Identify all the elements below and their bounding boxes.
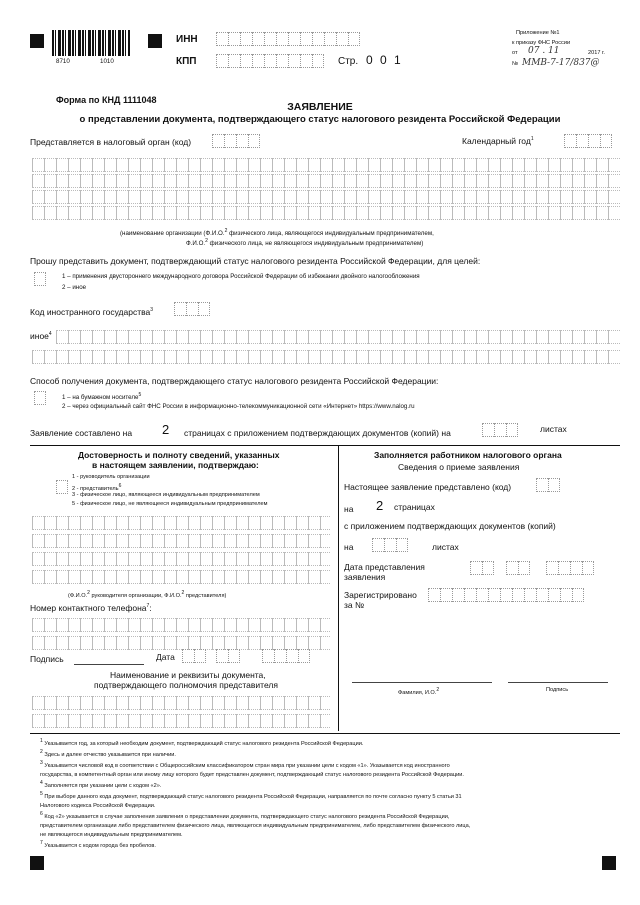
submitted-label: Настоящее заявление представлено (код) (344, 482, 512, 492)
appendix-year: 2017 г. (588, 50, 605, 56)
signer-fio-row-4[interactable] (32, 570, 330, 584)
signature-year-field[interactable] (262, 649, 310, 663)
calendar-year-field[interactable] (564, 134, 612, 148)
left-heading-line2: в настоящем заявлении, подтверждаю: (92, 460, 259, 470)
other-label: иное$^4$ (30, 331, 52, 341)
submission-date-label-1: Дата представления (344, 562, 425, 572)
org-caption-line1: (наименование организации (Ф.И.О.$^2$ физического лица, являющегося индивидуальным предпринимателем, (120, 228, 434, 238)
submission-day-field[interactable] (470, 561, 494, 575)
country-code-label: Код иностранного государства$^3$ (30, 307, 154, 317)
signature-line (74, 664, 144, 665)
method-option-1: 1 – на бумажном носителе$^5$ (62, 392, 142, 402)
appendix-date-handwritten: 07 . 11 (528, 46, 560, 56)
calendar-year-label: Календарный год$^1$ (462, 136, 534, 146)
signature-date-field[interactable] (182, 649, 206, 663)
method-code-field[interactable] (34, 391, 46, 405)
appendix-date-prefix: от (512, 50, 518, 56)
footnote-3: $^3$ Указывается числовой код в соответствии с Общероссийским классификатором стран мира при указании цели с кодом «1». Указывается код иностранного (40, 760, 450, 769)
signature-label: Подпись (30, 654, 64, 664)
kpp-field[interactable] (216, 54, 324, 68)
right-on-label: на (344, 504, 354, 514)
org-name-row-1[interactable] (32, 158, 620, 172)
employee-sign-line (508, 682, 608, 683)
submission-year-field[interactable] (546, 561, 594, 575)
footnote-6-cont-1: представителем организации либо представителем физического лица, являющегося индивидуальным предпринимателем, либо представителем физического лица, (40, 822, 471, 829)
footnote-2: $^2$ Здесь и далее отчество указывается при наличии. (40, 749, 176, 758)
page-number: 0 0 1 (366, 53, 403, 67)
org-caption-line2: Ф.И.О.$^2$ физического лица, не являющегося индивидуальным предпринимателем) (186, 238, 424, 248)
footnote-7: $^7$ Указывается с кодом города без пробелов. (40, 840, 156, 849)
appendix-num-handwritten: ММВ-7-17/837@ (522, 58, 600, 68)
appendix-num-prefix: № (512, 61, 519, 67)
signer-fio-row-2[interactable] (32, 534, 330, 548)
employee-fio-caption: Фамилия, И.О.$^2$ (398, 687, 440, 696)
footnote-5: $^5$ При выборе данного кода документ, подтверждающий статус налогового резидента Российской Федерации, направляется по почте согласно пункту 5 статьи 31 (40, 791, 462, 800)
footnote-4: $^4$ Заполняется при указании цели с кодом «2». (40, 780, 162, 789)
tax-office-code-field[interactable] (212, 134, 260, 148)
org-name-row-3[interactable] (32, 190, 620, 204)
org-name-row-4[interactable] (32, 206, 620, 220)
right-subheading: Сведения о приеме заявления (398, 462, 520, 472)
knd-form-code: Форма по КНД 1111048 (56, 95, 157, 105)
right-on2-label: на (344, 542, 354, 552)
phone-field[interactable] (32, 618, 330, 632)
docs-row-1[interactable] (32, 696, 330, 710)
purpose-option-2: 2 – иное (62, 284, 87, 291)
section-divider-vertical (338, 445, 339, 731)
left-heading-line1: Достоверность и полноту сведений, указанных (78, 450, 280, 460)
attachment-sheets-field[interactable] (482, 423, 518, 437)
right-sheets-field[interactable] (372, 538, 408, 552)
registered-label-2: за № (344, 600, 365, 610)
method-option-2: 2 – через официальный сайт ФНС России в информационно-телекоммуникационной сети «Интернет» https://www.nalog.ru (62, 403, 415, 410)
signer-fio-row-1[interactable] (32, 516, 330, 530)
purpose-code-field[interactable] (34, 272, 46, 286)
corner-marker-top-left (30, 34, 44, 48)
right-sheets-label: листах (432, 542, 459, 552)
page-label: Стр. (338, 56, 359, 67)
pages-value: 2 (162, 422, 170, 437)
corner-marker-bottom-right (602, 856, 616, 870)
employee-sign-caption: Подпись (546, 687, 569, 693)
registered-label-1: Зарегистрировано (344, 590, 417, 600)
right-pages-value: 2 (376, 498, 384, 513)
submission-date-label-2: заявления (344, 572, 386, 582)
phone-label: Номер контактного телефона$^7$: (30, 603, 152, 613)
kpp-label: КПП (176, 56, 197, 67)
barcode-digits-right: 1010 (100, 58, 114, 65)
right-pages-label: страницах (394, 502, 435, 512)
registration-number-field[interactable] (428, 588, 584, 602)
signer-fio-row-3[interactable] (32, 552, 330, 566)
signer-option-1: 1 - руководитель организации (72, 474, 150, 480)
footnote-6: $^6$ Код «2» указывается в случае заполнения заявления о представлении документа, подтверждающего статус налогового резидента Российской Федерации, (40, 811, 450, 820)
other-row-2[interactable] (32, 350, 620, 364)
pages-suffix: листах (540, 424, 567, 434)
signer-fio-caption: (Ф.И.О.$^2$ руководителя организации, Ф.И.О.$^2$ представителя) (68, 590, 227, 599)
pages-middle: страницах с приложением подтверждающих документов (копий) на (184, 428, 451, 438)
purpose-option-1: 1 – применения двустороннего международного договора Российской Федерации об избежании двойного налогообложения (62, 273, 420, 280)
footnote-divider (30, 733, 620, 734)
request-text: Прошу представить документ, подтверждающий статус налогового резидента Российской Федерации, для целей: (30, 256, 481, 266)
employee-fio-line (352, 682, 492, 683)
footnote-5-cont: Налогового кодекса Российской Федерации. (40, 802, 156, 809)
inn-field[interactable] (216, 32, 360, 46)
barcode-digits-left: 8710 (56, 58, 70, 65)
submission-month-field[interactable] (506, 561, 530, 575)
footnote-3-cont: государства, в компетентный орган или иному лицу которого будет представлен документ, подтверждающий статус налогового резидента Российской Федерации. (40, 771, 464, 778)
docs-caption-line2: подтверждающего полномочия представителя (94, 680, 278, 690)
form-subtitle: о представлении документа, подтверждающего статус налогового резидента Российской Федерации (79, 114, 561, 125)
other-row-1[interactable] (56, 330, 620, 344)
signer-option-2: 2 - представитель$^6$ (72, 483, 122, 492)
footnotes (40, 738, 620, 851)
inn-label: ИНН (176, 34, 198, 45)
with-docs-label: с приложением подтверждающих документов (копий) (344, 521, 556, 531)
signer-option-5: 5 - физическое лицо, не являющееся индивидуальным предпринимателем (72, 501, 268, 507)
country-code-field[interactable] (174, 302, 210, 316)
barcode-image (52, 30, 130, 56)
footnote-1: $^1$ Указывается год, за который необходим документ, подтверждающий статус налогового резидента Российской Федерации. (40, 738, 364, 747)
form-title: ЗАЯВЛЕНИЕ (287, 101, 353, 113)
section-divider-horizontal (30, 445, 620, 446)
signer-code-field[interactable] (56, 480, 68, 494)
org-name-row-2[interactable] (32, 174, 620, 188)
footnote-6-cont-2: не являющегося индивидуальным предпринимателем. (40, 831, 183, 838)
corner-marker-top-mid (148, 34, 162, 48)
appendix-line1: Приложение №1 (516, 30, 560, 36)
appendix-line2: к приказу ФНС России (512, 40, 571, 46)
date-label: Дата (156, 652, 175, 662)
pages-prefix: Заявление составлено на (30, 428, 133, 438)
docs-row-2[interactable] (32, 714, 330, 728)
signer-option-3: 3 - физическое лицо, являющееся индивидуальным предпринимателем (72, 492, 260, 498)
right-heading: Заполняется работником налогового органа (374, 450, 562, 460)
phone-field-row-2[interactable] (32, 636, 330, 650)
method-label: Способ получения документа, подтверждающего статус налогового резидента Российской Федерации: (30, 376, 439, 386)
signature-month-field[interactable] (216, 649, 240, 663)
submitted-code-field[interactable] (536, 478, 560, 492)
tax-office-label: Представляется в налоговый орган (код) (30, 137, 192, 147)
corner-marker-bottom-left (30, 856, 44, 870)
docs-caption-line1: Наименование и реквизиты документа, (110, 670, 266, 680)
